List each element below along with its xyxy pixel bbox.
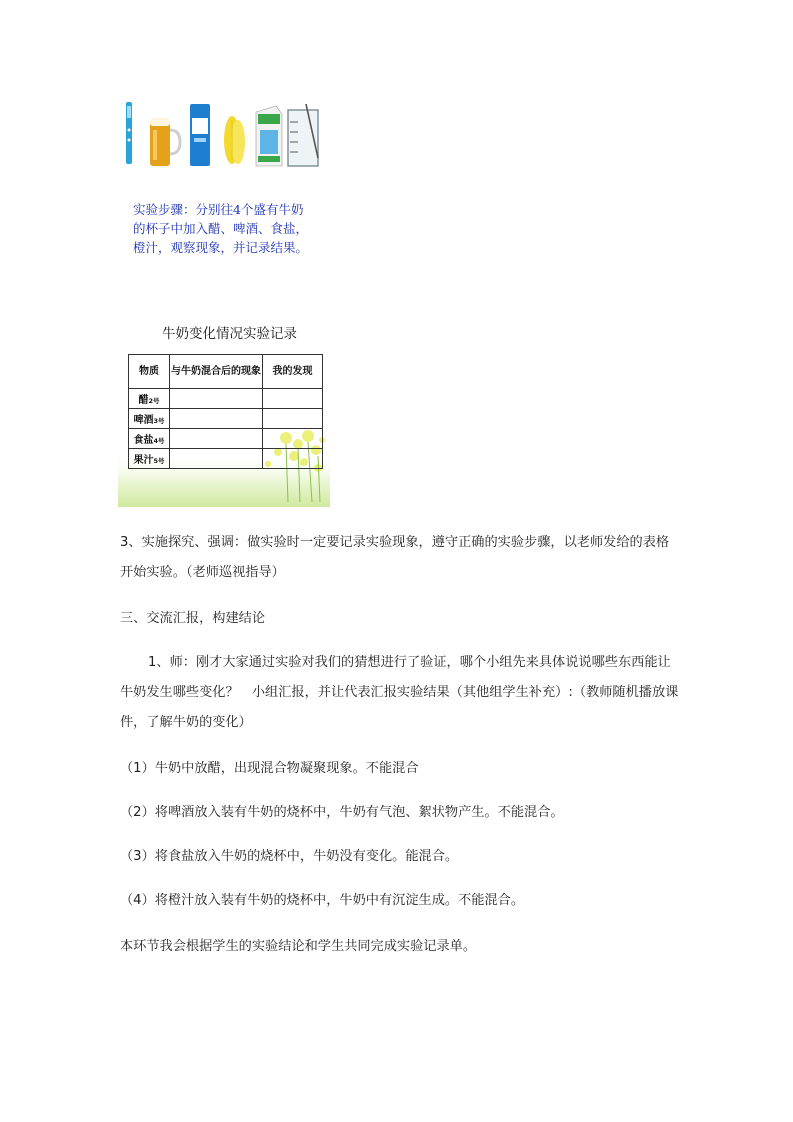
record-table [128,354,323,469]
section-heading: 三、交流汇报，构建结论 [120,611,266,626]
milk-carton-icon [256,106,282,166]
substance-cell: 醋2号 [129,389,170,409]
record-table-title: 牛奶变化情况实验记录 [162,326,297,342]
beaker-icon [288,104,318,166]
phenomenon-cell [170,449,263,469]
closing-paragraph: 本环节我会根据学生的实验结论和学生共同完成实验记录单。 [120,939,477,954]
finding-cell [263,429,323,449]
table-header-cell: 我的发现 [263,355,323,389]
finding-cell [263,389,323,409]
finding-cell [263,409,323,429]
table-row [129,409,323,429]
table-row [129,389,323,409]
finding-cell [263,449,323,469]
phenomenon-cell [170,409,263,429]
experiment-items-image [118,100,324,176]
phenomenon-cell [170,389,263,409]
table-header-row [129,355,323,389]
paragraph-implement-inquiry: 3、实施探究、强调：做实验时一定要记录实验现象，遵守正确的实验步骤，以老师发给的表格开始实验。（老师巡视指导） [120,535,670,580]
table-row [129,449,323,469]
table-row [129,429,323,449]
table-header-cell: 物质 [129,355,170,389]
substance-cell: 果汁5号 [129,449,170,469]
orange-slice-icon [224,116,245,164]
substance-cell: 啤酒3号 [129,409,170,429]
phenomenon-cell [170,429,263,449]
toothbrush-icon [126,102,132,164]
beer-glass-icon [150,118,180,166]
experiment-steps-text: 实验步骤：分别往4个盛有牛奶的杯子中加入醋、啤酒、食盐，橙汁，观察现象，并记录结果。 [133,202,309,255]
substance-cell: 食盐4号 [129,429,170,449]
record-table-figure [118,352,330,507]
result-item: （3）将食盐放入牛奶的烧杯中，牛奶没有变化。能混合。 [120,849,459,864]
result-item: （1）牛奶中放醋，出现混合物凝聚现象。不能混合 [120,761,419,776]
paragraph-teacher-question: 1、师：刚才大家通过实验对我们的猜想进行了验证，哪个小组先来具体说说哪些东西能让牛奶发生哪些变化？ 小组汇报，并让代表汇报实验结果（其他组学生补充）:（教师随机播放课件，了解牛奶的变化） [120,655,679,730]
result-item: （2）将啤酒放入装有牛奶的烧杯中，牛奶有气泡、絮状物产生。不能混合。 [120,805,564,820]
salt-bag-icon [190,104,210,166]
result-item: （4）将橙汁放入装有牛奶的烧杯中，牛奶中有沉淀生成。不能混合。 [120,893,525,908]
table-header-cell: 与牛奶混合后的现象 [170,355,263,389]
